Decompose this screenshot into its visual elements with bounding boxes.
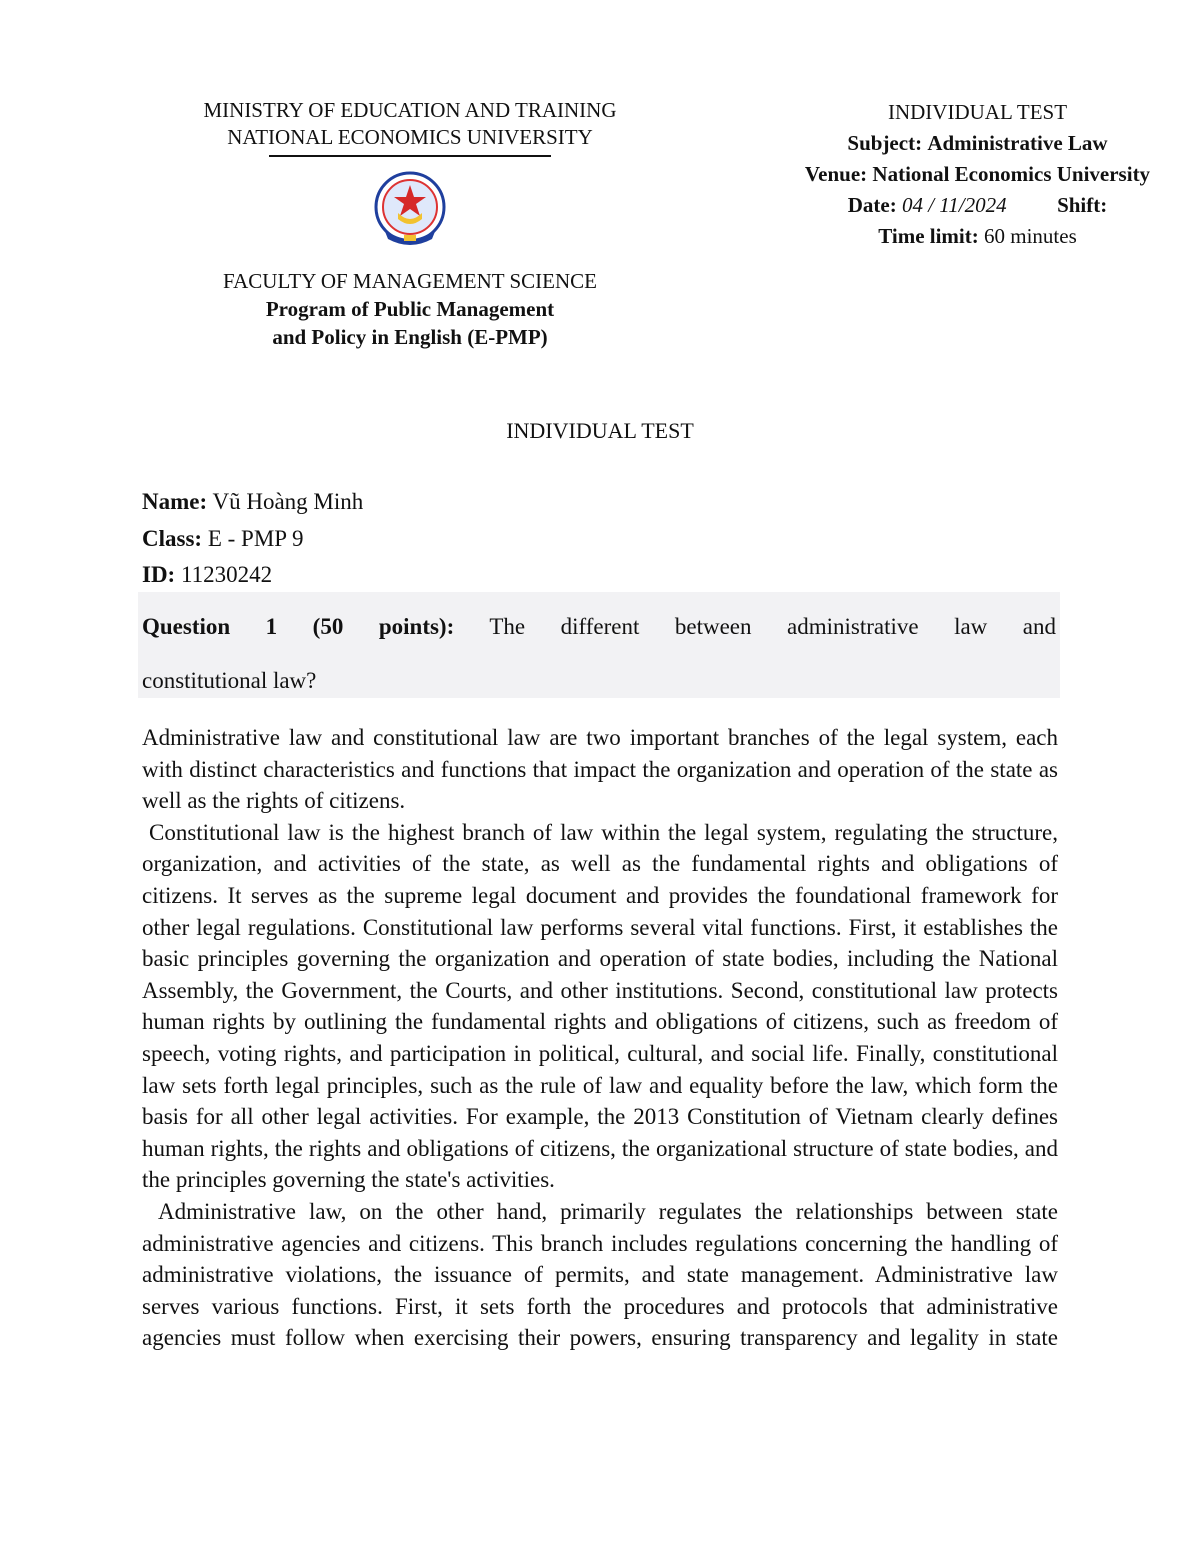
question-box (138, 592, 1060, 698)
answer-paragraph-2: Constitutional law is the highest branch of law within the legal system, regulating the structure, organization, and activities of the state, as well as the fundamental rights and obligations of citizens. It serves as the supreme legal document and provides the foundational framework for other legal regulations. Constitutional law performs several vital functions. First, it establishes the basic principles governing the organization and operation of state bodies, including the National Assembly, the Government, the Courts, and other institutions. Second, constitutional law protects human rights by outlining the fundamental rights and obligations of citizens, such as freedom of speech, voting rights, and participation in political, cultural, and social life. Finally, constitutional law sets forth legal principles, such as the rule of law and equality before the law, which form the basis for all other legal activities. For example, the 2013 Constitution of Vietnam clearly defines human rights, the rights and obligations of citizens, the organizational structure of state bodies, and the principles governing the state's activities. (142, 819, 1058, 1193)
question-text-line-2: constitutional law? (142, 668, 317, 693)
page-title: INDIVIDUAL TEST (506, 418, 694, 443)
venue-line (770, 159, 1185, 190)
subject-value: Administrative Law (927, 131, 1108, 155)
faculty-block (160, 267, 660, 351)
faculty-name: FACULTY OF MANAGEMENT SCIENCE (223, 269, 597, 293)
class-label: Class: (142, 525, 203, 551)
id-value: 11230242 (180, 562, 273, 587)
date-label: Date: (847, 193, 897, 217)
header-underline (269, 155, 551, 157)
program-line-1: Program of Public Management (265, 297, 555, 321)
class-line (142, 521, 363, 558)
test-title-header: INDIVIDUAL TEST (887, 100, 1068, 124)
time-limit-label: Time limit: (878, 224, 979, 248)
question-line-1 (142, 614, 1056, 640)
class-value: E - PMP 9 (207, 525, 304, 551)
answer-paragraph-3: Administrative law, on the other hand, primarily regulates the relationships between state administrative agencies and citizens. This branch includes regulations concerning the handling of administrative violations, the issuance of permits, and state management. Administrative law serves various functions. First, it sets forth the procedures and protocols that administrative agencies must follow when exercising their powers, ensuring transparency and legality in state (142, 1198, 1058, 1351)
id-label: ID: (142, 562, 176, 587)
time-limit-line (770, 221, 1185, 252)
subject-line (770, 128, 1185, 159)
subject-label: Subject: (847, 131, 923, 155)
university-logo-icon (370, 169, 450, 249)
question-label: Question 1 (50 points): (142, 614, 455, 639)
university-name: NATIONAL ECONOMICS UNIVERSITY (227, 125, 593, 149)
program-line-2: and Policy in English (E-PMP) (272, 325, 548, 349)
answer-paragraph-1: Administrative law and constitutional law are two important branches of the legal system, each with distinct characteristics and functions that impact the organization and operation of the state as well as the rights of citizens. (142, 725, 1058, 814)
date-line (770, 190, 1185, 221)
name-line (142, 484, 363, 521)
ministry-name: MINISTRY OF EDUCATION AND TRAINING (203, 98, 617, 122)
header-left (160, 97, 660, 351)
id-line (142, 557, 363, 594)
answer-body (142, 722, 1058, 1354)
question-text-line-1: The different between administrative law and (489, 614, 1056, 639)
venue-value: National Economics University (872, 162, 1151, 186)
date-value: 04 / 11/2024 (901, 193, 1007, 217)
name-value: Vũ Hoàng Minh (212, 489, 364, 514)
time-limit-value: 60 minutes (984, 224, 1077, 248)
name-label: Name: (142, 489, 208, 514)
venue-label: Venue: (804, 162, 868, 186)
student-info (142, 484, 363, 594)
shift-label: Shift: (1057, 193, 1108, 217)
header-right (770, 97, 1185, 252)
